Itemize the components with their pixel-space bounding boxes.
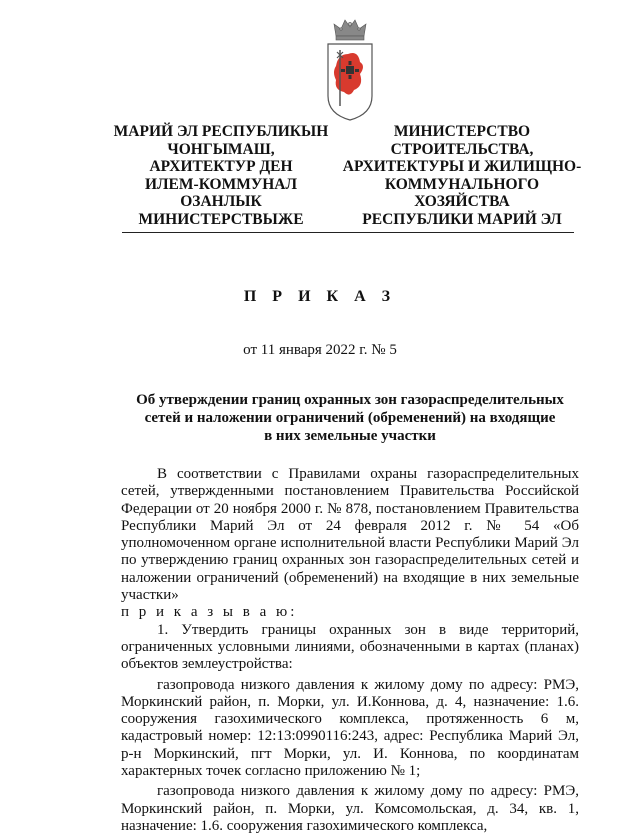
header-line: ЧОНГЫМАШ, [167,140,275,158]
header-line: СТРОИТЕЛЬСТВА, [390,140,534,158]
subject-line: сетей и наложении ограничений (обременений) на входящие [144,410,556,426]
header-line: ИЛЕМ-КОММУНАЛ [144,175,298,193]
header-line: АРХИТЕКТУРЫ И ЖИЛИЩНО- [342,158,582,175]
header-line: МИНИСТЕРСТВЫЖЕ [138,210,304,228]
document-date-number: от 11 января 2022 г. № 5 [243,342,397,358]
document-body [121,466,579,835]
order-word: п р и к а з ы в а ю: [121,604,298,621]
crown-icon [334,20,366,40]
document-subject [130,391,570,445]
subject-line: Об утверждении границ охранных зон газораспределительных [136,392,564,408]
shield-icon [328,44,372,120]
ministry-name-mari [104,123,338,228]
body-paragraph: газопровода низкого давления к жилому дому по адресу: РМЭ, Моркинский район, п. Морки, ул. И.Коннова, д. 4, назначение: 1.6. сооружения газохимического комплекса, протяженность 6 м, кадастровый номер: 12:13:0990116:243, адрес: Республика Марий Эл, р-н Моркинский, пгт Морки, ул. И. Коннова, по координатам характерных точек согласно приложению № 1; [121,676,579,780]
header-divider [122,232,574,233]
header-line: КОММУНАЛЬНОГО [384,175,540,193]
header-line: ОЗАНЛЫК [180,193,262,210]
header-line: МИНИСТЕРСТВО [393,123,531,140]
body-paragraph: 1. Утвердить границы охранных зон в виде территорий, ограниченных условными линиями, обозначенными в картах (планах) объектов землеустройства: [121,621,579,673]
preamble-paragraph: В соответствии с Правилами охраны газораспределительных сетей, утвержденными постановлением Правительства Российской Федерации от 20 ноября 2000 г. № 878, постановлением Правительства Республики Марий Эл от 24 февраля 2012 г. № 54 «Об уполномоченном органе исполнительной власти Республики Марий Эл по утверждению границ охранных зон газораспределительных сетей и наложении ограничений (обременений) на входящие в них земельные участки» [121,466,579,604]
subject-line: в них земельные участки [264,428,436,444]
header-line: АРХИТЕКТУР ДЕН [149,158,293,175]
ministry-name-russian [342,123,582,228]
document-title: П Р И К А З [243,288,397,305]
header-line: ХОЗЯЙСТВА [414,193,510,210]
body-paragraph: газопровода низкого давления к жилому дому по адресу: РМЭ, Моркинский район, п. Морки, ул. Комсомольская, д. 34, кв. 1, назначение: 1.6. сооружения газохимического комплекса, [121,783,579,834]
header-line: РЕСПУБЛИКИ МАРИЙ ЭЛ [362,210,562,228]
coat-of-arms-emblem [324,14,376,122]
header-line: МАРИЙ ЭЛ РЕСПУБЛИКЫН [113,123,329,140]
